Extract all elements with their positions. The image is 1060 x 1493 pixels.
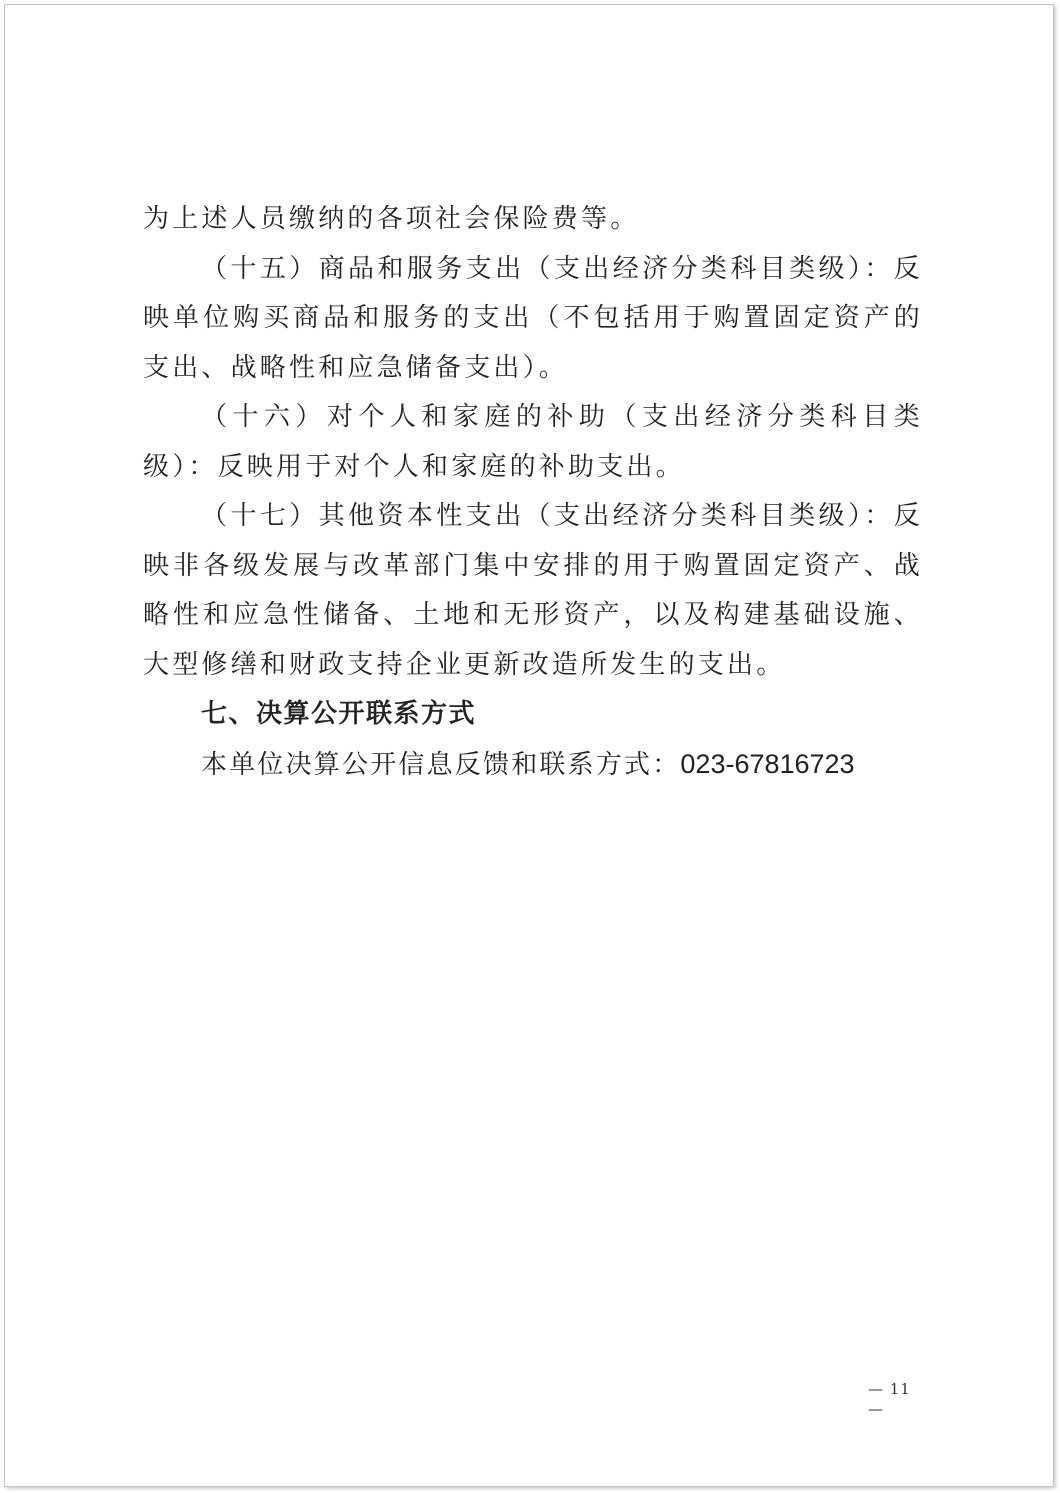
section-heading: 七、决算公开联系方式	[201, 699, 477, 729]
contact-label: 本单位决算公开信息反馈和联系方式：	[201, 749, 681, 780]
page-number: — 11 —	[868, 1380, 911, 1418]
paragraph-other-capital: （十七）其他资本性支出（支出经济分类科目类级）：反映非各级发展与改革部门集中安排的用于购置固定资产、战略性和应急性储备、土地和无形资产，以及构建基础设施、大型修缮和财政支持企业更新改造所发生的支出。	[143, 501, 923, 680]
document-body	[143, 195, 923, 790]
paragraph-continuation: 为上述人员缴纳的各项社会保险费等。	[143, 204, 640, 234]
contact-phone: 023-67816723	[680, 748, 855, 779]
contact-line	[143, 740, 923, 791]
paragraph-household-subsidies: （十六）对个人和家庭的补助（支出经济分类科目类级）：反映用于对个人和家庭的补助支出。	[143, 402, 923, 482]
paragraph-goods-services: （十五）商品和服务支出（支出经济分类科目类级）：反映单位购买商品和服务的支出（不包括用于购置固定资产的支出、战略性和应急储备支出）。	[143, 253, 923, 383]
